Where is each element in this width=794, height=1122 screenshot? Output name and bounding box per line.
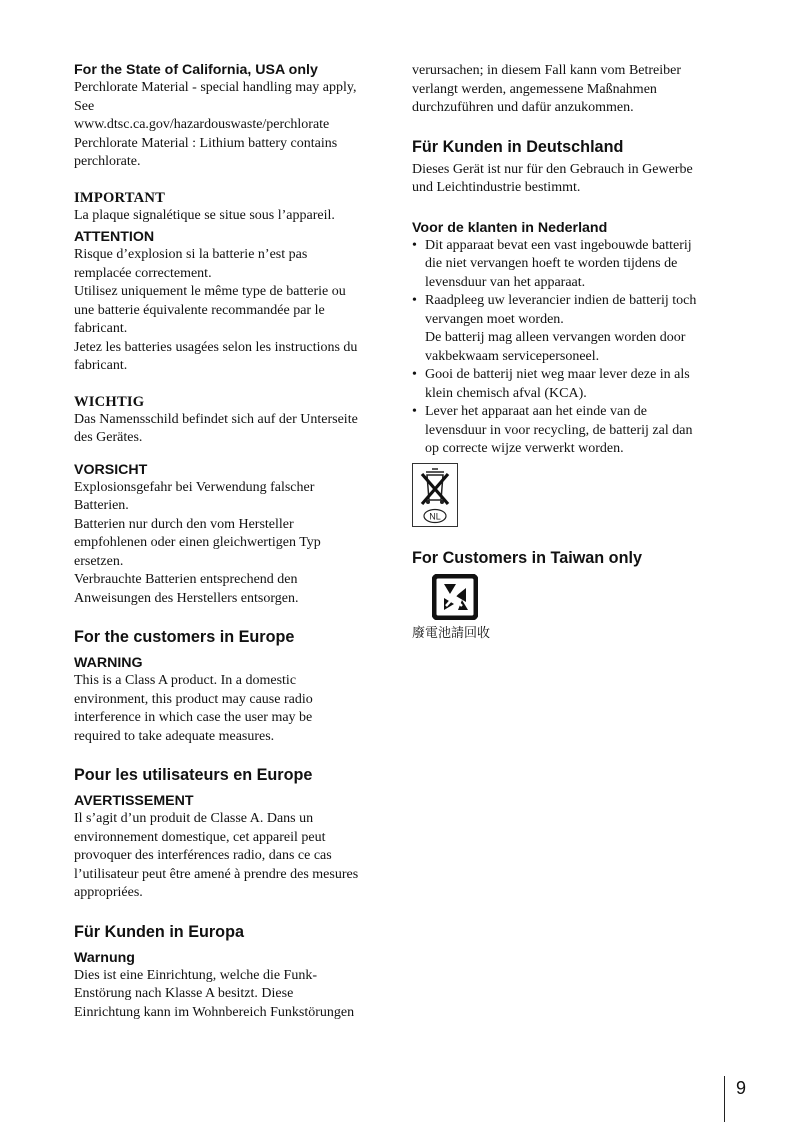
section-europe-de [74, 923, 386, 1023]
section-important [74, 190, 386, 226]
text-line: Perchlorate Material : Lithium battery contains [74, 135, 338, 151]
text-line: Batterien nur durch den vom Hersteller [74, 516, 294, 532]
nl-label: NL [429, 511, 441, 521]
left-column [74, 62, 386, 1022]
california-heading: For the State of California, USA only [74, 62, 318, 78]
section-deutschland [412, 138, 724, 198]
text-line: und Leichtindustrie bestimmt. [412, 180, 581, 195]
crossed-bin-icon [413, 464, 457, 526]
text-line: fabricant. [74, 358, 128, 373]
text-line: levensduur van het apparaat. [425, 274, 586, 290]
taiwan-heading: For Customers in Taiwan only [412, 548, 642, 567]
text-line: required to take adequate measures. [74, 728, 275, 744]
text-line: environment, this product may cause radio [74, 691, 313, 707]
text-line: • Lever het apparaat aan het einde van de [425, 404, 647, 419]
text-line: des Gerätes. [74, 430, 143, 445]
text-line: interference in which case the user may be [74, 710, 313, 725]
section-wichtig [74, 394, 386, 448]
text-line: levensduur in voor recycling, de batterij zal dan [425, 422, 693, 438]
list-item [412, 366, 724, 403]
page-number: 9 [736, 1078, 747, 1098]
europe-de-subheading: Warnung [74, 949, 135, 966]
important-body [74, 207, 386, 226]
text-line: verlangt werden, angemessene Maßnahmen [412, 81, 657, 97]
section-nederland [412, 220, 724, 527]
text-line: empfohlenen oder einen gleichwertigen Typ [74, 535, 321, 550]
list-item [412, 237, 724, 293]
text-line: This is a Class A product. In a domestic [74, 673, 297, 688]
text-line: Verbrauchte Batterien entsprechend den [74, 572, 298, 587]
text-line: • Gooi de batterij niet weg maar lever deze in als [425, 367, 690, 382]
kca-battery-symbol [412, 463, 458, 527]
text-line: op correcte wijze verwerkt worden. [425, 441, 624, 456]
text-line: klein chemisch afval (KCA). [425, 385, 587, 401]
page-number-rule [724, 1076, 725, 1122]
text-line: Il s’agit d’un produit de Classe A. Dans un [74, 811, 314, 826]
deutschland-heading: Für Kunden in Deutschland [412, 137, 624, 156]
text-line: La plaque signalétique se situe sous l’appareil. [74, 207, 335, 223]
text-line: Einrichtung kann im Wohnbereich Funkstörungen [74, 1004, 355, 1020]
text-line: appropriées. [74, 885, 143, 900]
text-line: fabricant. [74, 321, 128, 336]
section-europe-en [74, 628, 386, 746]
text-line: Das Namensschild befindet sich auf der Unterseite [74, 411, 358, 427]
wichtig-body [74, 411, 386, 448]
section-attention [74, 229, 386, 376]
text-line: • Dit apparaat bevat een vast ingebouwde batterij [425, 237, 692, 253]
wichtig-heading: WICHTIG [74, 393, 145, 410]
text-line: remplacée correctement. [74, 265, 212, 281]
nederland-list [412, 237, 724, 459]
attention-heading: ATTENTION [74, 229, 155, 245]
important-heading: IMPORTANT [74, 189, 166, 206]
section-vorsicht [74, 462, 386, 609]
text-line: See [74, 98, 95, 114]
continued-body [412, 62, 724, 118]
section-europe-de-continued [412, 62, 724, 118]
right-column [412, 62, 724, 642]
vorsicht-body [74, 479, 386, 609]
text-line: durchzuführen und dafür anzukommen. [412, 100, 634, 115]
section-europe-fr [74, 766, 386, 903]
list-item [412, 292, 724, 366]
recycle-battery-icon [432, 574, 478, 620]
text-line: perchlorate. [74, 154, 141, 169]
attention-body [74, 246, 386, 376]
text-line: Dieses Gerät ist nur für den Gebrauch in Gewerbe [412, 161, 693, 177]
vorsicht-heading: VORSICHT [74, 461, 148, 478]
text-line: ersetzen. [74, 553, 124, 569]
europe-fr-body [74, 810, 386, 903]
section-taiwan [412, 549, 724, 642]
text-line: Dies ist eine Einrichtung, welche die Funk- [74, 967, 317, 983]
europe-de-heading: Für Kunden in Europa [74, 922, 244, 941]
deutschland-body [412, 161, 724, 198]
europe-en-subheading: WARNING [74, 655, 143, 671]
text-line: Batterien. [74, 498, 129, 513]
text-line: verursachen; in diesem Fall kann vom Betreiber [412, 63, 682, 78]
california-body [74, 79, 386, 172]
text-line: environnement domestique, cet appareil peut [74, 829, 326, 845]
text-line: www.dtsc.ca.gov/hazardouswaste/perchlorate [74, 117, 330, 132]
text-line: die niet vervangen hoeft te worden tijdens de [425, 256, 678, 271]
text-line: Jetez les batteries usagées selon les instructions du [74, 339, 358, 355]
europe-en-heading: For the customers in Europe [74, 628, 295, 646]
section-california [74, 62, 386, 172]
text-line: Perchlorate Material - special handling may apply, [74, 80, 357, 95]
text-line: l’utilisateur peut être amené à prendre des mesures [74, 866, 359, 882]
text-line: Utilisez uniquement le même type de batterie ou [74, 284, 346, 299]
europe-fr-subheading: AVERTISSEMENT [74, 793, 194, 809]
text-line: Explosionsgefahr bei Verwendung falscher [74, 479, 315, 495]
text-line: Enstörung nach Klasse A besitzt. Diese [74, 986, 294, 1001]
text-line: Anweisungen des Herstellers entsorgen. [74, 590, 299, 606]
europe-de-body [74, 967, 386, 1023]
text-line: • Raadpleeg uw leverancier indien de batterij toch [425, 293, 697, 308]
text-line: Risque d’explosion si la batterie n’est pas [74, 247, 308, 262]
list-item [412, 403, 724, 459]
europe-fr-heading: Pour les utilisateurs en Europe [74, 766, 313, 784]
nederland-heading: Voor de klanten in Nederland [412, 219, 608, 236]
europe-en-body [74, 672, 386, 746]
text-line: vervangen moet worden. [425, 311, 564, 327]
text-line: vakbekwaam servicepersoneel. [425, 348, 600, 364]
text-line: une batterie équivalente recommandée par le [74, 302, 325, 318]
text-line: De batterij mag alleen vervangen worden door [425, 330, 686, 345]
taiwan-caption: 廢電池請回收 [412, 625, 491, 641]
text-line: provoquer des interférences radio, dans ce cas [74, 848, 332, 863]
